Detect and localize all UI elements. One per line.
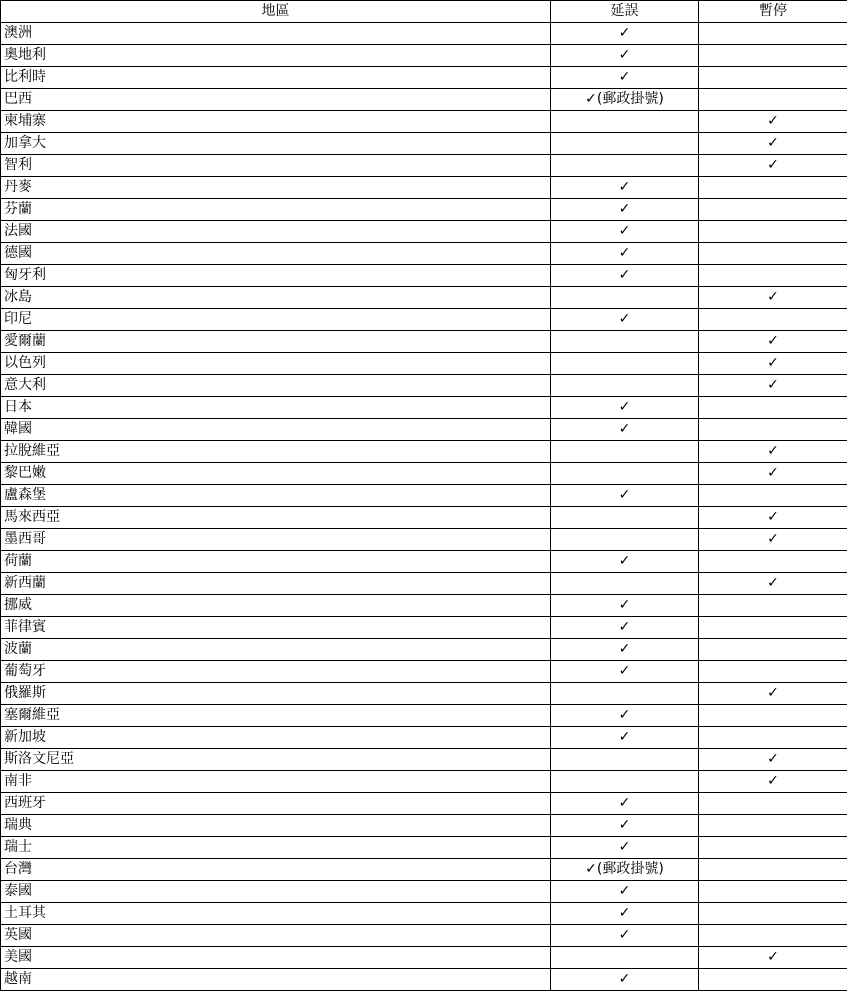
- region-cell: 奧地利: [1, 45, 551, 67]
- delay-cell: [551, 111, 699, 133]
- table-row: [1, 529, 847, 551]
- region-cell: 塞爾維亞: [1, 705, 551, 727]
- suspend-cell: [699, 925, 847, 947]
- delay-cell: [551, 133, 699, 155]
- delay-cell: ✓: [551, 309, 699, 331]
- table-row: [1, 177, 847, 199]
- delay-cell: [551, 507, 699, 529]
- suspend-cell: [699, 265, 847, 287]
- table-row: [1, 419, 847, 441]
- delay-cell: ✓: [551, 595, 699, 617]
- suspend-cell: ✓: [699, 287, 847, 309]
- suspend-cell: [699, 903, 847, 925]
- region-cell: 俄羅斯: [1, 683, 551, 705]
- region-cell: 英國: [1, 925, 551, 947]
- header-suspend: 暫停: [699, 1, 847, 23]
- delay-cell: ✓: [551, 551, 699, 573]
- region-cell: 菲律賓: [1, 617, 551, 639]
- table-row: [1, 243, 847, 265]
- delay-cell: [551, 749, 699, 771]
- table-row: [1, 155, 847, 177]
- suspend-cell: [699, 397, 847, 419]
- table-row: [1, 661, 847, 683]
- suspend-cell: ✓: [699, 111, 847, 133]
- delay-cell: ✓(郵政掛號): [551, 89, 699, 111]
- region-cell: 意大利: [1, 375, 551, 397]
- region-cell: 土耳其: [1, 903, 551, 925]
- region-cell: 新加坡: [1, 727, 551, 749]
- region-cell: 南非: [1, 771, 551, 793]
- suspend-cell: [699, 969, 847, 991]
- suspend-cell: ✓: [699, 573, 847, 595]
- suspend-cell: ✓: [699, 331, 847, 353]
- delay-cell: [551, 573, 699, 595]
- region-cell: 荷蘭: [1, 551, 551, 573]
- header-region: 地區: [1, 1, 551, 23]
- region-cell: 丹麥: [1, 177, 551, 199]
- table-row: [1, 133, 847, 155]
- region-cell: 挪威: [1, 595, 551, 617]
- delay-cell: ✓: [551, 397, 699, 419]
- region-cell: 拉脫維亞: [1, 441, 551, 463]
- region-cell: 以色列: [1, 353, 551, 375]
- delay-cell: ✓: [551, 243, 699, 265]
- region-cell: 澳洲: [1, 23, 551, 45]
- table-row: [1, 45, 847, 67]
- region-cell: 愛爾蘭: [1, 331, 551, 353]
- delay-cell: [551, 331, 699, 353]
- delay-cell: [551, 771, 699, 793]
- table-row: [1, 771, 847, 793]
- region-cell: 法國: [1, 221, 551, 243]
- region-cell: 葡萄牙: [1, 661, 551, 683]
- delay-cell: ✓: [551, 419, 699, 441]
- region-cell: 波蘭: [1, 639, 551, 661]
- delay-cell: ✓: [551, 793, 699, 815]
- header-delay: 延誤: [551, 1, 699, 23]
- region-cell: 韓國: [1, 419, 551, 441]
- suspend-cell: [699, 705, 847, 727]
- table-row: [1, 111, 847, 133]
- suspend-cell: [699, 45, 847, 67]
- table-row: [1, 89, 847, 111]
- delay-cell: ✓: [551, 815, 699, 837]
- suspend-cell: ✓: [699, 155, 847, 177]
- suspend-cell: [699, 617, 847, 639]
- table-row: [1, 199, 847, 221]
- region-cell: 泰國: [1, 881, 551, 903]
- region-cell: 馬來西亞: [1, 507, 551, 529]
- table-row: [1, 485, 847, 507]
- suspend-cell: ✓: [699, 441, 847, 463]
- table-row: [1, 331, 847, 353]
- delay-cell: ✓: [551, 727, 699, 749]
- delay-cell: ✓: [551, 925, 699, 947]
- delay-cell: ✓: [551, 903, 699, 925]
- region-cell: 黎巴嫩: [1, 463, 551, 485]
- region-cell: 智利: [1, 155, 551, 177]
- region-cell: 美國: [1, 947, 551, 969]
- delay-cell: ✓: [551, 221, 699, 243]
- delay-cell: [551, 375, 699, 397]
- suspend-cell: [699, 89, 847, 111]
- delay-cell: ✓: [551, 661, 699, 683]
- region-cell: 越南: [1, 969, 551, 991]
- region-cell: 冰島: [1, 287, 551, 309]
- table-row: [1, 287, 847, 309]
- delay-cell: ✓: [551, 67, 699, 89]
- delay-cell: [551, 463, 699, 485]
- delay-cell: ✓: [551, 177, 699, 199]
- delay-cell: [551, 683, 699, 705]
- region-cell: 墨西哥: [1, 529, 551, 551]
- suspend-cell: [699, 661, 847, 683]
- table-row: [1, 397, 847, 419]
- header-row: [1, 1, 847, 23]
- delay-cell: ✓: [551, 639, 699, 661]
- region-cell: 台灣: [1, 859, 551, 881]
- delay-cell: ✓: [551, 881, 699, 903]
- delay-cell: [551, 353, 699, 375]
- region-cell: 盧森堡: [1, 485, 551, 507]
- table-row: [1, 375, 847, 397]
- table-row: [1, 815, 847, 837]
- delay-cell: ✓: [551, 199, 699, 221]
- region-cell: 比利時: [1, 67, 551, 89]
- table-row: [1, 551, 847, 573]
- delay-cell: ✓: [551, 969, 699, 991]
- table-row: [1, 749, 847, 771]
- table-row: [1, 639, 847, 661]
- delay-cell: ✓: [551, 23, 699, 45]
- table-row: [1, 903, 847, 925]
- suspend-cell: ✓: [699, 507, 847, 529]
- table-row: [1, 925, 847, 947]
- suspend-cell: [699, 485, 847, 507]
- table-row: [1, 969, 847, 991]
- suspend-cell: [699, 859, 847, 881]
- delay-cell: [551, 947, 699, 969]
- delay-cell: [551, 155, 699, 177]
- table-row: [1, 683, 847, 705]
- suspend-cell: [699, 419, 847, 441]
- region-cell: 新西蘭: [1, 573, 551, 595]
- suspend-cell: ✓: [699, 749, 847, 771]
- delay-cell: ✓: [551, 265, 699, 287]
- suspend-cell: [699, 309, 847, 331]
- table-row: [1, 353, 847, 375]
- region-cell: 加拿大: [1, 133, 551, 155]
- table-row: [1, 595, 847, 617]
- delay-cell: ✓: [551, 485, 699, 507]
- suspend-cell: [699, 815, 847, 837]
- suspend-cell: [699, 595, 847, 617]
- delay-cell: [551, 441, 699, 463]
- delay-cell: ✓(郵政掛號): [551, 859, 699, 881]
- table-row: [1, 837, 847, 859]
- table-row: [1, 441, 847, 463]
- table-row: [1, 309, 847, 331]
- suspend-cell: [699, 881, 847, 903]
- table-body: [1, 23, 847, 991]
- table-row: [1, 881, 847, 903]
- table-row: [1, 463, 847, 485]
- suspend-cell: [699, 221, 847, 243]
- region-cell: 德國: [1, 243, 551, 265]
- suspend-cell: [699, 793, 847, 815]
- region-cell: 柬埔寨: [1, 111, 551, 133]
- table-row: [1, 23, 847, 45]
- suspend-cell: [699, 177, 847, 199]
- table-row: [1, 67, 847, 89]
- suspend-cell: [699, 727, 847, 749]
- suspend-cell: [699, 837, 847, 859]
- delay-cell: ✓: [551, 705, 699, 727]
- delay-cell: ✓: [551, 617, 699, 639]
- table-row: [1, 617, 847, 639]
- region-cell: 瑞士: [1, 837, 551, 859]
- delay-cell: [551, 529, 699, 551]
- table-row: [1, 507, 847, 529]
- suspend-cell: ✓: [699, 529, 847, 551]
- table-row: [1, 727, 847, 749]
- suspend-cell: ✓: [699, 133, 847, 155]
- suspend-cell: [699, 199, 847, 221]
- region-cell: 芬蘭: [1, 199, 551, 221]
- suspend-cell: ✓: [699, 353, 847, 375]
- region-cell: 巴西: [1, 89, 551, 111]
- table-row: [1, 947, 847, 969]
- suspend-cell: [699, 67, 847, 89]
- table-row: [1, 705, 847, 727]
- delay-cell: [551, 287, 699, 309]
- suspend-cell: [699, 23, 847, 45]
- delay-cell: ✓: [551, 837, 699, 859]
- suspend-cell: ✓: [699, 463, 847, 485]
- region-cell: 瑞典: [1, 815, 551, 837]
- delay-cell: ✓: [551, 45, 699, 67]
- table-row: [1, 859, 847, 881]
- region-cell: 匈牙利: [1, 265, 551, 287]
- region-cell: 斯洛文尼亞: [1, 749, 551, 771]
- table-row: [1, 221, 847, 243]
- suspend-cell: [699, 551, 847, 573]
- table-row: [1, 573, 847, 595]
- region-cell: 西班牙: [1, 793, 551, 815]
- suspend-cell: ✓: [699, 375, 847, 397]
- suspend-cell: ✓: [699, 771, 847, 793]
- suspend-cell: [699, 243, 847, 265]
- suspend-cell: [699, 639, 847, 661]
- table-row: [1, 793, 847, 815]
- region-cell: 日本: [1, 397, 551, 419]
- suspend-cell: ✓: [699, 947, 847, 969]
- table-row: [1, 265, 847, 287]
- suspend-cell: ✓: [699, 683, 847, 705]
- region-cell: 印尼: [1, 309, 551, 331]
